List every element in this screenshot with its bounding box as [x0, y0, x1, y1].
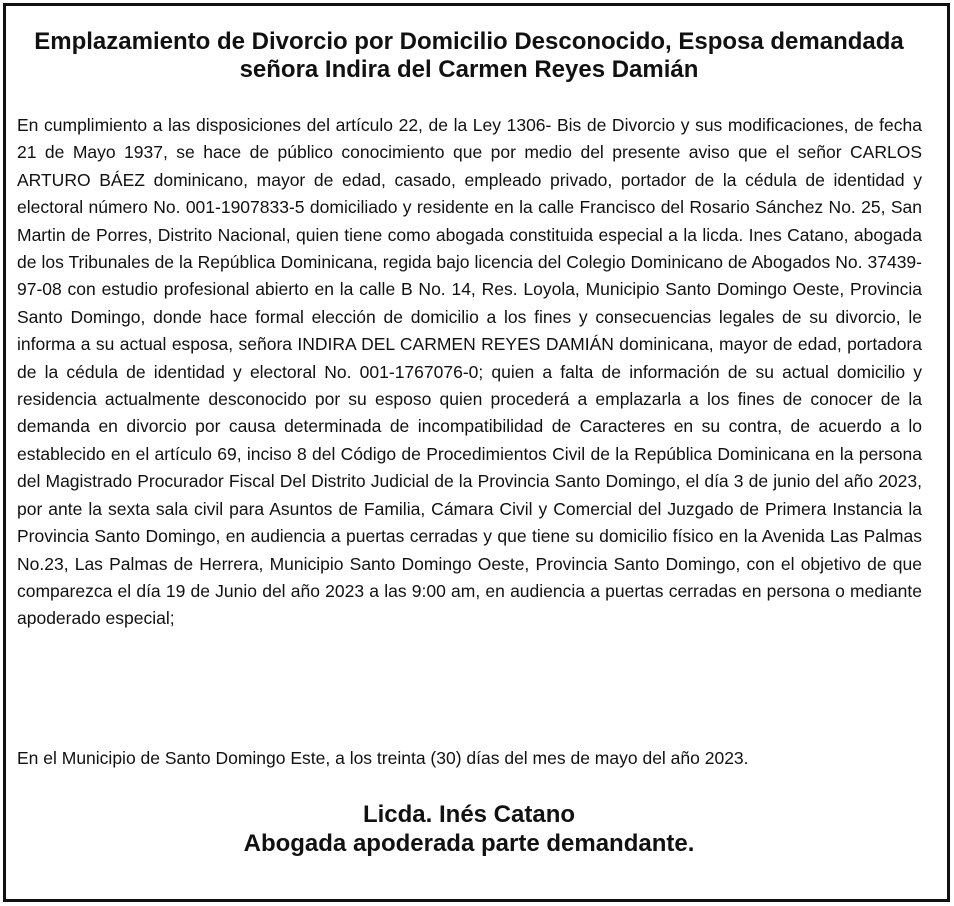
notice-body [17, 112, 922, 633]
notice-paragraph-main: En cumplimiento a las disposiciones del artículo 22, de la Ley 1306- Bis de Divorcio y sus modificaciones, de fecha 21 de Mayo 1937, se hace de público conocimiento que por medio del presente aviso que el señor CARLOS ARTURO BÁEZ dominicano, mayor de edad, casado, empleado privado, portador de la cédula de identidad y electoral número No. 001-1907833-5 domiciliado y residente en la calle Francisco del Rosario Sánchez No. 25, San Martin de Porres, Distrito Nacional, quien tiene como abogada constituida especial a la licda. Ines Catano, abogada de los Tribunales de la República Dominicana, regida bajo licencia del Colegio Dominicano de Abogados No. 37439-97-08 con estudio profesional abierto en la calle B No. 14, Res. Loyola, Municipio Santo Domingo Oeste, Provincia Santo Domingo, donde hace formal elección de domicilio a los fines y consecuencias legales de su divorcio, le informa a su actual esposa, señora INDIRA DEL CARMEN REYES DAMIÁN dominicana, mayor de edad, portadora de la cédula de identidad y electoral No. 001-1767076-0; quien a falta de información de su actual domicilio y residencia actualmente desconocido por su esposo quien procederá a emplazarla a los fines de conocer de la demanda en divorcio por causa determinada de incompatibilidad de Caracteres en su contra, de acuerdo a lo establecido en el artículo 69, inciso 8 del Código de Procedimientos Civil de la República Dominicana en la persona del Magistrado Procurador Fiscal Del Distrito Judicial de la Provincia Santo Domingo, el día 3 de junio del año 2023, por ante la sexta sala civil para Asuntos de Familia, Cámara Civil y Comercial del Juzgado de Primera Instancia la Provincia Santo Domingo, en audiencia a puertas cerradas y que tiene su domicilio físico en la Avenida Las Palmas No.23, Las Palmas de Herrera, Municipio Santo Domingo Oeste, Provincia Santo Domingo, con el objetivo de que comparezca el día 19 de Junio del año 2023 a las 9:00 am, en audiencia a puertas cerradas en persona o mediante apoderado especial; [17, 115, 922, 629]
signature-role: Abogada apoderada parte demandante. [243, 830, 695, 857]
signature-block [16, 800, 922, 858]
notice-paragraph-date: En el Municipio de Santo Domingo Este, a los treinta (30) días del mes de mayo del año 2023. [17, 748, 749, 768]
notice-title: Emplazamiento de Divorcio por Domicilio Desconocido, Esposa demandada señora Indira del Carmen Reyes Damián [34, 28, 904, 83]
signature-name: Licda. Inés Catano [362, 801, 576, 828]
